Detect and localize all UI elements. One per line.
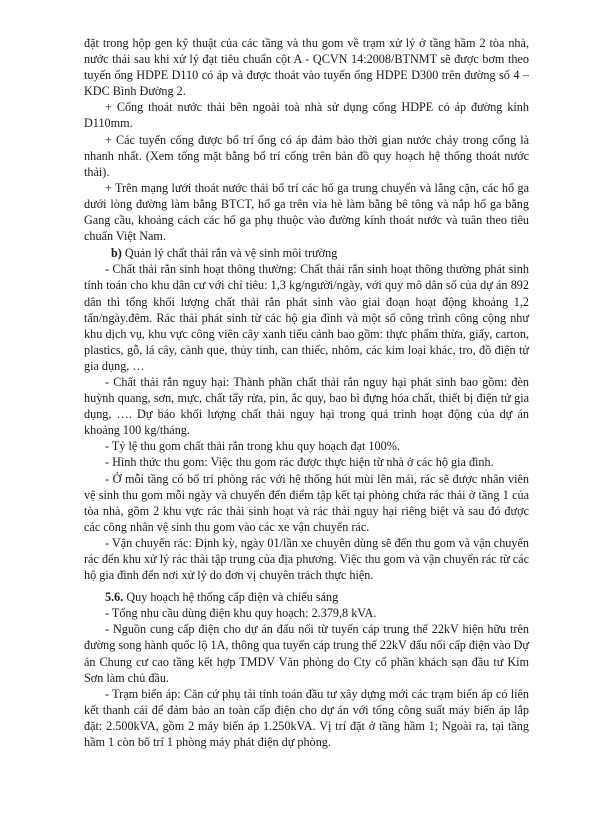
paragraph-collection-rate: - Tỷ lệ thu gom chất thải rắn trong khu quy hoạch đạt 100%.	[105, 439, 400, 454]
paragraph-manholes: + Trên mạng lưới thoát nước thải bố trí các hố ga trung chuyển và lắng cặn, các hố ga dưới lòng đường làm bằng BTCT, hố ga trên vỉa hè làm bằng bê tông và nắp hố ga bằng Gang cầu, khoảng cách các hố ga phụ thuộc vào đường kính thoát nước và tuân theo tiêu chuẩn Việt Nam.	[84, 180, 529, 244]
paragraph-external-sewer: + Cống thoát nước thải bên ngoài toà nhà sử dụng cống HDPE có áp đường kính D110mm.	[84, 100, 529, 131]
section-title: Quản lý chất thải rắn và vệ sinh môi trường	[124, 246, 338, 261]
section-heading-power-supply	[84, 589, 529, 605]
paragraph-power-demand: - Tổng nhu cầu dùng điện khu quy hoạch: 2.379,8 kVA.	[105, 606, 377, 621]
paragraph-pressure-pipes: + Các tuyến cống được bố trí ống có áp đảm bảo thời gian nước chảy trong cống là nhanh nhất. (Xem tổng mặt bằng bố trí cống trên bản đồ quy hoạch hệ thống thoát nước thải).	[84, 132, 529, 179]
paragraph-sewer-pipeline: đặt trong hộp gen kỹ thuật của các tầng và thu gom về trạm xử lý ở tầng hầm 2 tòa nhà, nước thải sau khi xử lý đạt tiêu chuẩn cột A - QCVN 14:2008/BTNMT sẽ được bơm theo tuyến ống HDPE D110 có áp và được thoát vào tuyến ống HDPE D300 trên đường số 4 –KDC Bình Đường 2.	[84, 36, 529, 99]
section-title: Quy hoạch hệ thống cấp điện và chiếu sáng	[126, 590, 339, 605]
section-heading-solid-waste	[84, 245, 529, 261]
paragraph-domestic-waste: - Chất thải rắn sinh hoạt thông thường: Chất thải rắn sinh hoạt thông thường phát sinh tính toán cho khu dân cư với chỉ tiêu: 1,3 kg/người/ngày, với quy mô dân số của dự án 892 dân thì tổng khối lượng chất thải rắn phát sinh vào giai đoạn hoạt động khoảng 1,2 tấn/ngày.đêm. Rác thải phát sinh từ các hộ gia đình và một số công trình công cộng như khu dịch vụ, khu vực công viên cây xanh tiểu cảnh bao gồm: thực phẩm thừa, giấy, carton, plastics, gỗ, lá cây, cành que, thủy tinh, can thiếc, nhôm, các kim loại khác, tro, đồ điện tử gia dụng, …	[84, 262, 529, 373]
paragraph-transformer-station: - Trạm biến áp: Căn cứ phụ tải tính toán đầu tư xây dựng mới các trạm biến áp có liên kết thanh cái để đảm bảo an toàn cấp điện cho dự án với tổng công suất máy biến áp lắp đặt: 2.500kVA, gồm 2 máy biến áp 1.250kVA. Vị trí đặt ở tầng hầm 1; Ngoài ra, tại tầng hầm 1 còn bố trí 1 phòng máy phát điện dự phòng.	[84, 686, 529, 750]
paragraph-waste-rooms: - Ở mỗi tầng có bố trí phòng rác với hệ thống hút mùi lên mái, rác sẽ được nhân viên vệ sinh thu gom mỗi ngày và chuyển đến điểm tập kết tại phòng chứa rác thải ở tầng 1 của tòa nhà, gồm 2 khu vực rác thải sinh hoạt và rác thải nguy hại riêng biệt và sau đó được các công nhân vệ sinh thu gom vào các xe vận chuyển rác.	[84, 471, 529, 534]
paragraph-waste-transport: - Vận chuyển rác: Định kỳ, ngày 01/lần xe chuyên dùng sẽ đến thu gom và vận chuyển rác đến khu xử lý rác thải tập trung của địa phương. Việc thu gom và vận chuyển rác từ các hộ gia đình đến nơi xử lý do đơn vị chuyên trách thực hiện.	[84, 535, 529, 583]
section-label: b)	[111, 246, 122, 261]
paragraph-collection-method: - Hình thức thu gom: Việc thu gom rác được thực hiện từ nhà ở các hộ gia đình.	[105, 455, 494, 470]
paragraph-hazardous-waste: - Chất thải rắn nguy hại: Thành phần chất thải rắn nguy hại phát sinh bao gồm: đèn huỳnh quang, sơn, mực, chất tẩy rửa, pin, ắc quy, bao bì đựng hóa chất, thiết bị điện tử gia dụng, …. Dự báo khối lượng chất thải nguy hại trong quá trình hoạt động của dự án khoảng 100 kg/tháng.	[84, 374, 529, 438]
section-number: 5.6.	[105, 590, 124, 605]
paragraph-power-source: - Nguồn cung cấp điện cho dự án đấu nối từ tuyến cáp trung thế 22kV hiện hữu trên đường song hành quốc lộ 1A, thông qua tuyến cáp trung thế 22kV đấu nối cấp điện vào Dự án Chung cư cao tầng kết hợp TMDV Văn phòng do Cty cổ phần khách sạn đầu tư Kim Sơn làm chủ đầu.	[84, 622, 529, 685]
